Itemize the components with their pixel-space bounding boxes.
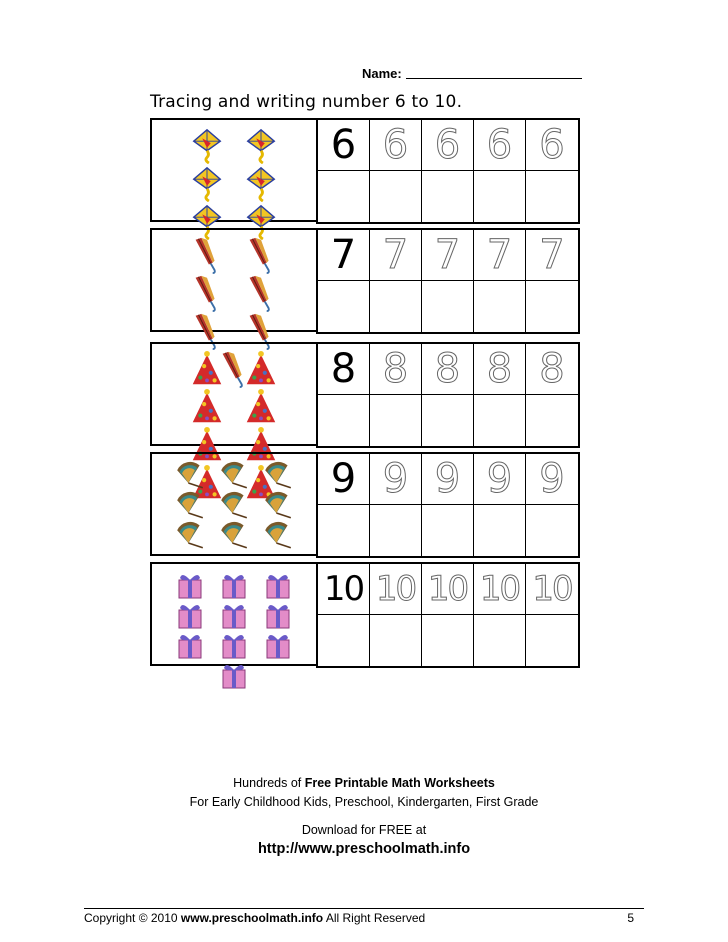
tracing-digit[interactable]: 6	[370, 120, 422, 171]
row-number-6	[150, 118, 580, 228]
writing-box[interactable]	[422, 171, 474, 222]
copyright-site-link[interactable]: www.preschoolmath.info	[180, 911, 324, 925]
footer-line-3: Download for FREE at	[301, 823, 427, 837]
writing-box[interactable]	[474, 615, 526, 666]
gift-box-icon	[218, 600, 250, 630]
writing-box[interactable]	[526, 171, 578, 222]
writing-box[interactable]	[370, 281, 422, 332]
row-number-9	[150, 452, 580, 562]
name-field[interactable]	[362, 66, 582, 81]
tracing-digit[interactable]: 9	[474, 454, 526, 505]
tracing-digit[interactable]: 10	[526, 564, 578, 615]
party-hat-icon	[242, 350, 280, 388]
tracing-digit[interactable]: 8	[422, 344, 474, 395]
tracing-digit[interactable]: 8	[370, 344, 422, 395]
writing-box[interactable]	[370, 615, 422, 666]
copyright-text: Copyright © 2010	[84, 911, 181, 925]
writing-box[interactable]	[526, 395, 578, 446]
writing-box[interactable]	[318, 505, 370, 556]
gift-box-icon	[174, 630, 206, 660]
umbrella-icon	[242, 236, 280, 274]
footer-url-link[interactable]: http://www.preschoolmath.info	[257, 841, 471, 857]
tracing-grid-10	[316, 562, 580, 668]
writing-box[interactable]	[370, 171, 422, 222]
writing-box[interactable]	[474, 395, 526, 446]
picture-box-gift-boxes	[150, 562, 316, 666]
row-number-8	[150, 342, 580, 452]
party-hat-icon	[188, 388, 226, 426]
model-digit: 8	[318, 344, 370, 395]
gift-box-icon	[174, 600, 206, 630]
tracing-digit[interactable]: 8	[526, 344, 578, 395]
name-blank-line[interactable]	[406, 78, 582, 79]
gift-box-icon	[262, 630, 294, 660]
gift-box-icon	[262, 570, 294, 600]
writing-box[interactable]	[318, 281, 370, 332]
model-digit: 10	[318, 564, 370, 615]
picture-box-umbrellas	[150, 228, 316, 332]
hand-fan-icon	[174, 460, 206, 490]
hand-fan-icon	[262, 490, 294, 520]
tracing-grid-8	[316, 342, 580, 448]
kite-icon	[188, 126, 226, 164]
row-number-10	[150, 562, 580, 672]
umbrella-icon	[188, 274, 226, 312]
footer-line-1	[0, 776, 728, 790]
hand-fan-icon	[218, 460, 250, 490]
tracing-digit[interactable]: 9	[422, 454, 474, 505]
writing-box[interactable]	[526, 505, 578, 556]
name-label: Name:	[362, 66, 402, 81]
writing-box[interactable]	[474, 281, 526, 332]
model-digit: 9	[318, 454, 370, 505]
writing-box[interactable]	[422, 615, 474, 666]
gift-box-icon	[218, 570, 250, 600]
hand-fan-icon	[218, 490, 250, 520]
footer-line-1-bold: Free Printable Math Worksheets	[304, 776, 495, 790]
picture-box-kites	[150, 118, 316, 222]
picture-box-party-hats	[150, 342, 316, 446]
kite-icon	[188, 164, 226, 202]
gift-box-icon	[218, 660, 250, 690]
hand-fan-icon	[174, 490, 206, 520]
model-digit: 6	[318, 120, 370, 171]
tracing-digit[interactable]: 10	[474, 564, 526, 615]
gift-box-icon	[262, 600, 294, 630]
hand-fan-icon	[218, 520, 250, 550]
tracing-grid-9	[316, 452, 580, 558]
tracing-digit[interactable]: 10	[422, 564, 474, 615]
writing-box[interactable]	[318, 615, 370, 666]
writing-box[interactable]	[370, 395, 422, 446]
tracing-digit[interactable]: 9	[370, 454, 422, 505]
hand-fan-icon	[262, 520, 294, 550]
umbrella-icon	[188, 236, 226, 274]
hand-fan-icon	[262, 460, 294, 490]
tracing-digit[interactable]: 7	[422, 230, 474, 281]
tracing-digit[interactable]: 7	[370, 230, 422, 281]
picture-box-hand-fans	[150, 452, 316, 556]
footer-line-2: For Early Childhood Kids, Preschool, Kindergarten, First Grade	[189, 795, 539, 809]
writing-box[interactable]	[318, 395, 370, 446]
kite-icon	[242, 126, 280, 164]
kite-icon	[242, 164, 280, 202]
writing-box[interactable]	[526, 615, 578, 666]
writing-box[interactable]	[474, 171, 526, 222]
umbrella-icon	[242, 274, 280, 312]
tracing-worksheet	[150, 118, 580, 668]
party-hat-icon	[188, 350, 226, 388]
model-digit: 7	[318, 230, 370, 281]
writing-box[interactable]	[318, 171, 370, 222]
tracing-digit[interactable]: 10	[370, 564, 422, 615]
tracing-grid-6	[316, 118, 580, 224]
writing-box[interactable]	[370, 505, 422, 556]
writing-box[interactable]	[422, 395, 474, 446]
page-number: 5	[627, 911, 634, 925]
gift-box-icon	[174, 570, 206, 600]
hand-fan-icon	[174, 520, 206, 550]
copyright-bar	[84, 908, 644, 925]
row-number-7	[150, 228, 580, 338]
copyright-rights: All Right Reserved	[323, 911, 426, 925]
writing-box[interactable]	[422, 281, 474, 332]
tracing-digit[interactable]: 6	[526, 120, 578, 171]
worksheet-title: Tracing and writing number 6 to 10.	[150, 92, 463, 112]
tracing-digit[interactable]: 8	[474, 344, 526, 395]
writing-box[interactable]	[526, 281, 578, 332]
gift-box-icon	[218, 630, 250, 660]
tracing-digit[interactable]: 6	[474, 120, 526, 171]
writing-box[interactable]	[474, 505, 526, 556]
tracing-digit[interactable]: 7	[526, 230, 578, 281]
tracing-digit[interactable]: 6	[422, 120, 474, 171]
tracing-digit[interactable]: 7	[474, 230, 526, 281]
footer-line-1-text: Hundreds of	[233, 776, 305, 790]
tracing-grid-7	[316, 228, 580, 334]
tracing-digit[interactable]: 9	[526, 454, 578, 505]
writing-box[interactable]	[422, 505, 474, 556]
party-hat-icon	[242, 388, 280, 426]
